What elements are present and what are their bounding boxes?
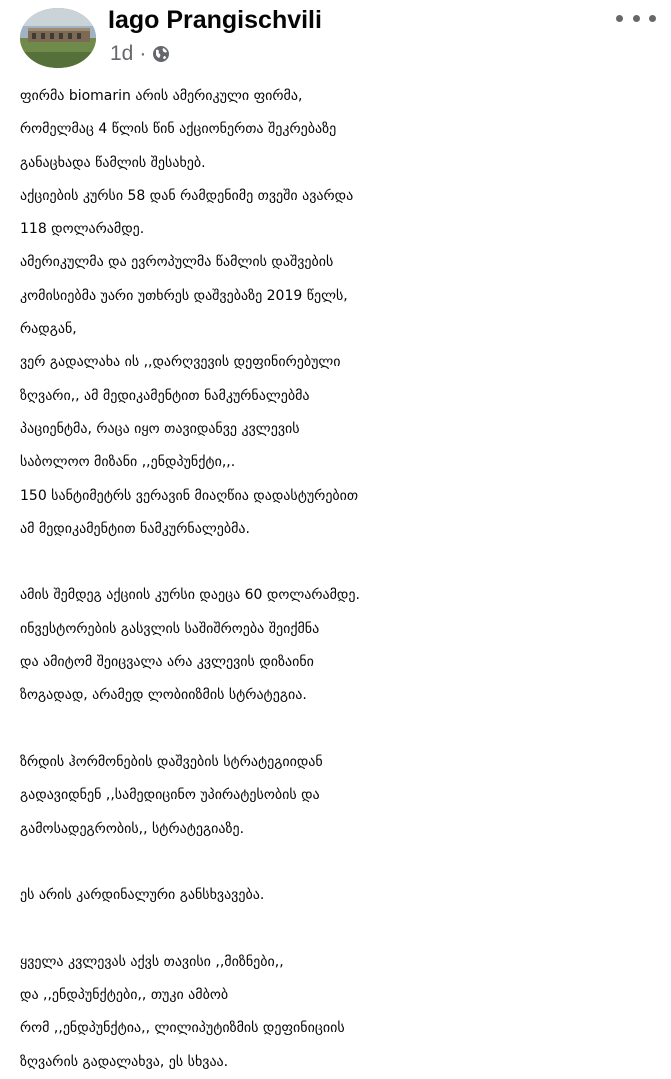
post-text-line: ზღვარი,, ამ მედიკამენტით ნამკურნალებმა [20, 387, 310, 404]
post-text-line: კომისიებმა უარი უთხრეს დაშვებაზე 2019 წელს, [20, 287, 348, 304]
post-text-line: გამოსადეგრობის,, სტრატეგიაზე. [20, 820, 245, 837]
post-text-line: რადგან, [20, 321, 77, 338]
paragraph-gap [20, 713, 660, 746]
paragraph-gap [20, 546, 660, 579]
post-text-line: ზოგადად, არამედ ლობიიზმის სტრატეგია. [20, 687, 307, 704]
post-text-line: 118 დოლარამდე. [20, 221, 145, 238]
post-meta [110, 40, 170, 68]
post-text-line: რომ ,,ენდპუნქტია,, ლილიპუტიზმის დეფინიციის [20, 1020, 345, 1037]
post-text-line: ამ მედიკამენტით ნამკურნალებმა. [20, 520, 250, 537]
paragraph-gap [20, 846, 660, 879]
post-text-line: გადავიდნენ ,,სამედიცინო უპირატესობის და [20, 787, 320, 804]
post-text-line: განაცხადა წამლის შესახებ. [20, 154, 206, 171]
avatar-photo [20, 8, 96, 68]
post-text-line: ვერ გადალახა ის ,,დარღვევის დეფინირებული [20, 354, 341, 371]
post-header [0, 0, 671, 80]
post-text-line: ყველა კვლევას აქვს თავისი ,,მიზნები,, [20, 953, 284, 970]
meta-separator: · [139, 42, 147, 65]
post-text-line: ზღვარის გადალახვა, ეს სხვაა. [20, 1053, 229, 1070]
avatar[interactable] [20, 8, 96, 68]
post-text-line: ინვესტორების გასვლის საშიშროება შეიქმნა [20, 620, 320, 637]
author-name[interactable]: Iago Prangischvili [108, 6, 322, 34]
post-text-line: აქციების კურსი 58 დან რამდენიმე თვეში ავარდა [20, 187, 354, 204]
post-text-line: ამის შემდეგ აქციის კურსი დაეცა 60 დოლარამდე. [20, 587, 360, 604]
post-text-line: რომელმაც 4 წლის წინ აქციონერთა შეკრებაზე [20, 121, 337, 138]
more-options-icon[interactable] [616, 8, 656, 28]
paragraph-gap [20, 912, 660, 945]
post-text-line: პაციენტმა, რაცა იყო თავიდანვე კვლევის [20, 420, 300, 437]
globe-icon[interactable] [152, 45, 170, 63]
post-time[interactable]: 1d [110, 42, 134, 65]
post-text-line: საბოლოო მიზანი ,,ენდპუნქტი,,. [20, 454, 236, 471]
more-options-dot [649, 15, 656, 22]
more-options-dot [633, 15, 640, 22]
post-text-line: ეს არის კარდინალური განსხვავება. [20, 887, 265, 904]
post-text-line: ზრდის ჰორმონების დაშვების სტრატეგიიდან [20, 753, 323, 770]
post-text-line: და ,,ენდპუნქტები,, თუკი ამბობ [20, 987, 229, 1004]
post-text [20, 80, 660, 1079]
post-text-line: და ამიტომ შეიცვალა არა კვლევის დიზაინი [20, 654, 314, 671]
more-options-dot [616, 15, 623, 22]
post-text-line: ფირმა biomarin არის ამერიკული ფირმა, [20, 88, 303, 104]
post-text-line: ამერიკულმა და ევროპულმა წამლის დაშვების [20, 254, 334, 271]
post-text-line: 150 სანტიმეტრს ვერავინ მიაღწია დადასტურებით [20, 487, 359, 504]
